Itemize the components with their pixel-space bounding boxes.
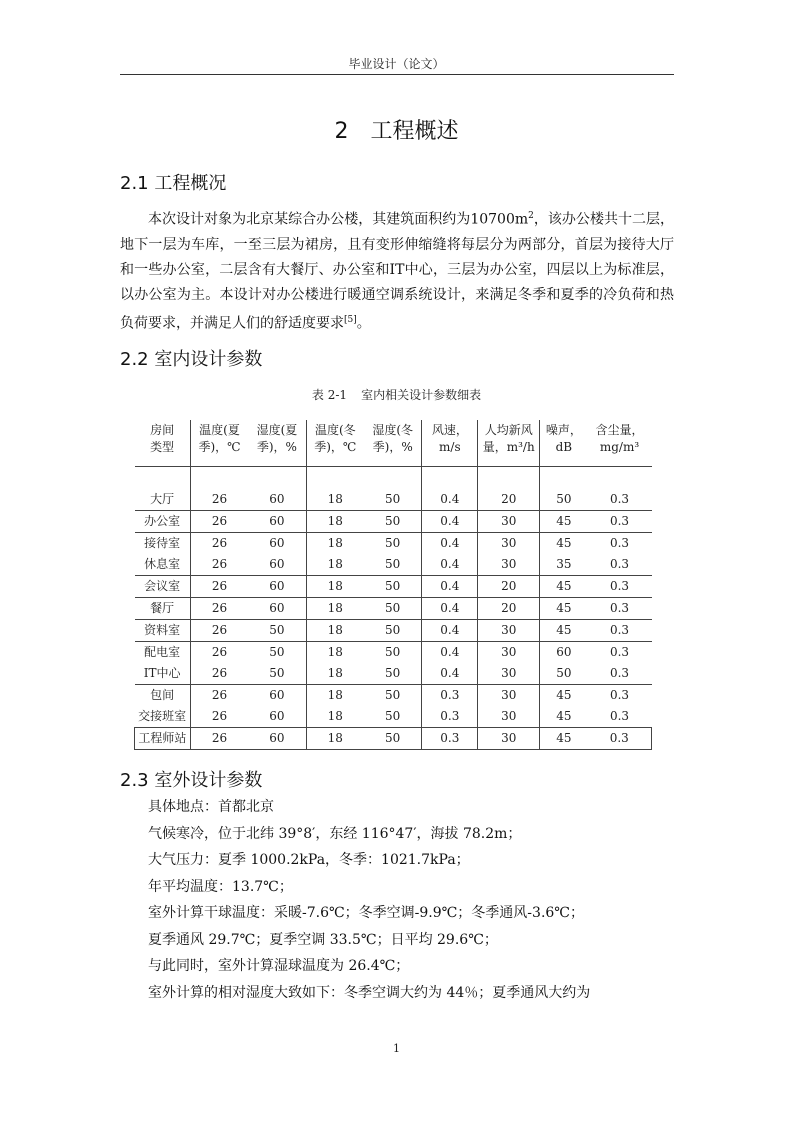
chapter-number: 2	[334, 119, 349, 144]
table-row: 休息室 26 60 18 50 0.4 30 35 0.3	[135, 554, 652, 576]
table-row: 交接班室 26 60 18 50 0.3 30 45 0.3	[135, 706, 652, 728]
table-caption	[0, 386, 793, 403]
section-title-overview: 2.1 工程概况	[120, 173, 227, 194]
table-header-row	[135, 420, 652, 467]
overview-end: 。	[356, 315, 371, 332]
table-row: 会议室 26 60 18 50 0.4 20 45 0.3	[135, 576, 652, 598]
header-wind-speed: 风速， m/s	[422, 420, 478, 467]
outdoor-line-location: 具体地点：首都北京	[148, 799, 274, 815]
section-title-indoor: 2.2 室内设计参数	[120, 349, 263, 370]
header-rule	[120, 74, 674, 75]
outdoor-line-climate: 气候寒冷，位于北纬 39°8′，东经 116°47′，海拔 78.2m；	[148, 825, 522, 842]
reference-mark: [5]	[344, 314, 357, 325]
header-room-type: 房间 类型	[135, 420, 191, 467]
outdoor-line-wet-bulb: 与此同时，室外计算湿球温度为 26.4℃；	[148, 958, 410, 974]
header-dust: 含尘量， mg/m³	[588, 420, 652, 467]
table-caption-number: 表 2-1	[311, 388, 348, 402]
header-summer-humidity: 湿度(夏 季)，%	[248, 420, 306, 467]
chapter-title	[0, 114, 793, 145]
table-row: 办公室 26 60 18 50 0.4 30 45 0.3	[135, 511, 652, 533]
table-row: 配电室 26 50 18 50 0.4 30 60 0.3	[135, 642, 652, 664]
outdoor-parameters-list	[148, 794, 674, 1006]
overview-text-2: ，该办公楼共十二层，地下一层为车库，一至三层为裙房，且有变形伸缩缝将每层分为两部分，首层为接待大厅和一些办公室，二层含有大餐厅、办公室和IT中心，三层为办公室，四层以上为标准层，以办公室为主。本设计对办公楼进行暖通空调系统设计，来满足冬季和夏季的冷负荷和热负荷要求，并满足人们的舒适度要求	[120, 211, 675, 332]
chapter-name: 工程概述	[370, 119, 459, 144]
outdoor-line-dry-bulb-1: 室外计算干球温度：采暖-7.6℃；冬季空调-9.9℃；冬季通风-3.6℃；	[148, 905, 584, 921]
header-winter-humidity: 湿度(冬 季)，%	[364, 420, 422, 467]
table-caption-title: 室内相关设计参数细表	[361, 388, 482, 402]
outdoor-line-annual-temp: 年平均温度：13.7℃；	[148, 878, 293, 895]
indoor-parameters-table	[134, 420, 652, 750]
overview-paragraph	[120, 204, 674, 336]
outdoor-line-pressure: 大气压力：夏季 1000.2kPa，冬季：1021.7kPa；	[148, 852, 470, 868]
header-summer-temp: 温度(夏 季)，℃	[190, 420, 248, 467]
overview-text-1: 本次设计对象为北京某综合办公楼，其建筑面积约为10700m	[148, 211, 529, 228]
table-row: 包间 26 60 18 50 0.3 30 45 0.3	[135, 685, 652, 707]
page-header: 毕业设计（论文）	[348, 57, 445, 71]
header-fresh-air: 人均新风 量，m³/h	[478, 420, 540, 467]
table-row: 接待室 26 60 18 50 0.4 30 45 0.3	[135, 533, 652, 555]
outdoor-line-dry-bulb-2: 夏季通风 29.7℃；夏季空调 33.5℃；日平均 29.6℃；	[148, 931, 498, 948]
table-spacer-row	[135, 467, 652, 490]
header-noise: 噪声， dB	[540, 420, 588, 467]
table-row: 餐厅 26 60 18 50 0.4 20 45 0.3	[135, 598, 652, 620]
header-winter-temp: 温度(冬 季)，℃	[306, 420, 364, 467]
table-row: IT中心 26 50 18 50 0.4 30 50 0.3	[135, 663, 652, 685]
table-row: 大厅 26 60 18 50 0.4 20 50 0.3	[135, 489, 652, 511]
section-title-outdoor: 2.3 室外设计参数	[120, 770, 263, 791]
outdoor-line-humidity: 室外计算的相对湿度大致如下：冬季空调大约为 44％；夏季通风大约为	[148, 984, 591, 1001]
area-superscript: 2	[528, 211, 534, 221]
table-row: 资料室 26 50 18 50 0.4 30 45 0.3	[135, 620, 652, 642]
table-row: 工程师站 26 60 18 50 0.3 30 45 0.3	[135, 728, 652, 750]
page-number: 1	[393, 1042, 400, 1055]
